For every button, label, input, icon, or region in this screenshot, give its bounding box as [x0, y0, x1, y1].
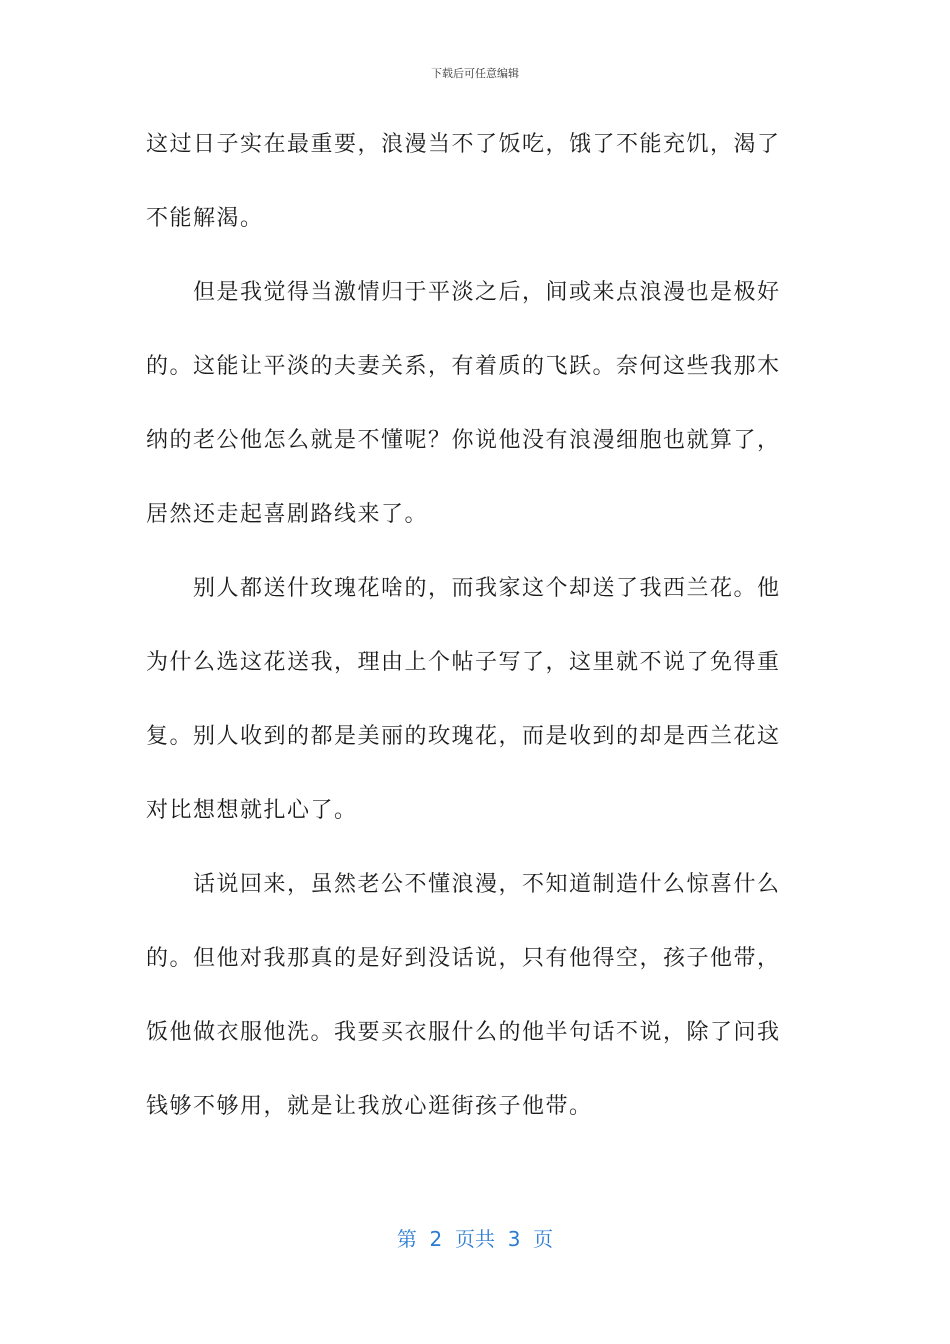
text-line: 这过日子实在最重要，浪漫当不了饭吃，饿了不能充饥，渴了: [146, 132, 781, 157]
text-line: 饭他做衣服他洗。我要买衣服什么的他半句话不说，除了问我: [146, 1020, 781, 1045]
text-line: 不能解渴。: [146, 206, 264, 231]
text-line: 钱够不够用，就是让我放心逛街孩子他带。: [146, 1094, 593, 1119]
text-line: 的。这能让平淡的夫妻关系，有着质的飞跃。奈何这些我那木: [146, 354, 781, 379]
document-body: [146, 112, 792, 1148]
text-line: 对比想想就扎心了。: [146, 798, 358, 823]
text-line: 纳的老公他怎么就是不懂呢？你说他没有浪漫细胞也就算了，: [146, 428, 781, 453]
page-number-footer: 第 2 页共 3 页: [396, 1227, 554, 1251]
text-line: 话说回来，虽然老公不懂浪漫，不知道制造什么惊喜什么: [193, 872, 781, 897]
text-line: 别人都送什玫瑰花啥的，而我家这个却送了我西兰花。他: [193, 576, 781, 601]
page-header-note: 下载后可任意编辑: [431, 67, 519, 80]
text-line: 为什么选这花送我，理由上个帖子写了，这里就不说了免得重: [146, 650, 781, 675]
text-line: 但是我觉得当激情归于平淡之后，间或来点浪漫也是极好: [193, 280, 781, 305]
text-line: 复。别人收到的都是美丽的玫瑰花，而是收到的却是西兰花这: [146, 724, 781, 749]
text-line: 的。但他对我那真的是好到没话说，只有他得空，孩子他带，: [146, 946, 781, 971]
text-line: 居然还走起喜剧路线来了。: [146, 502, 429, 527]
